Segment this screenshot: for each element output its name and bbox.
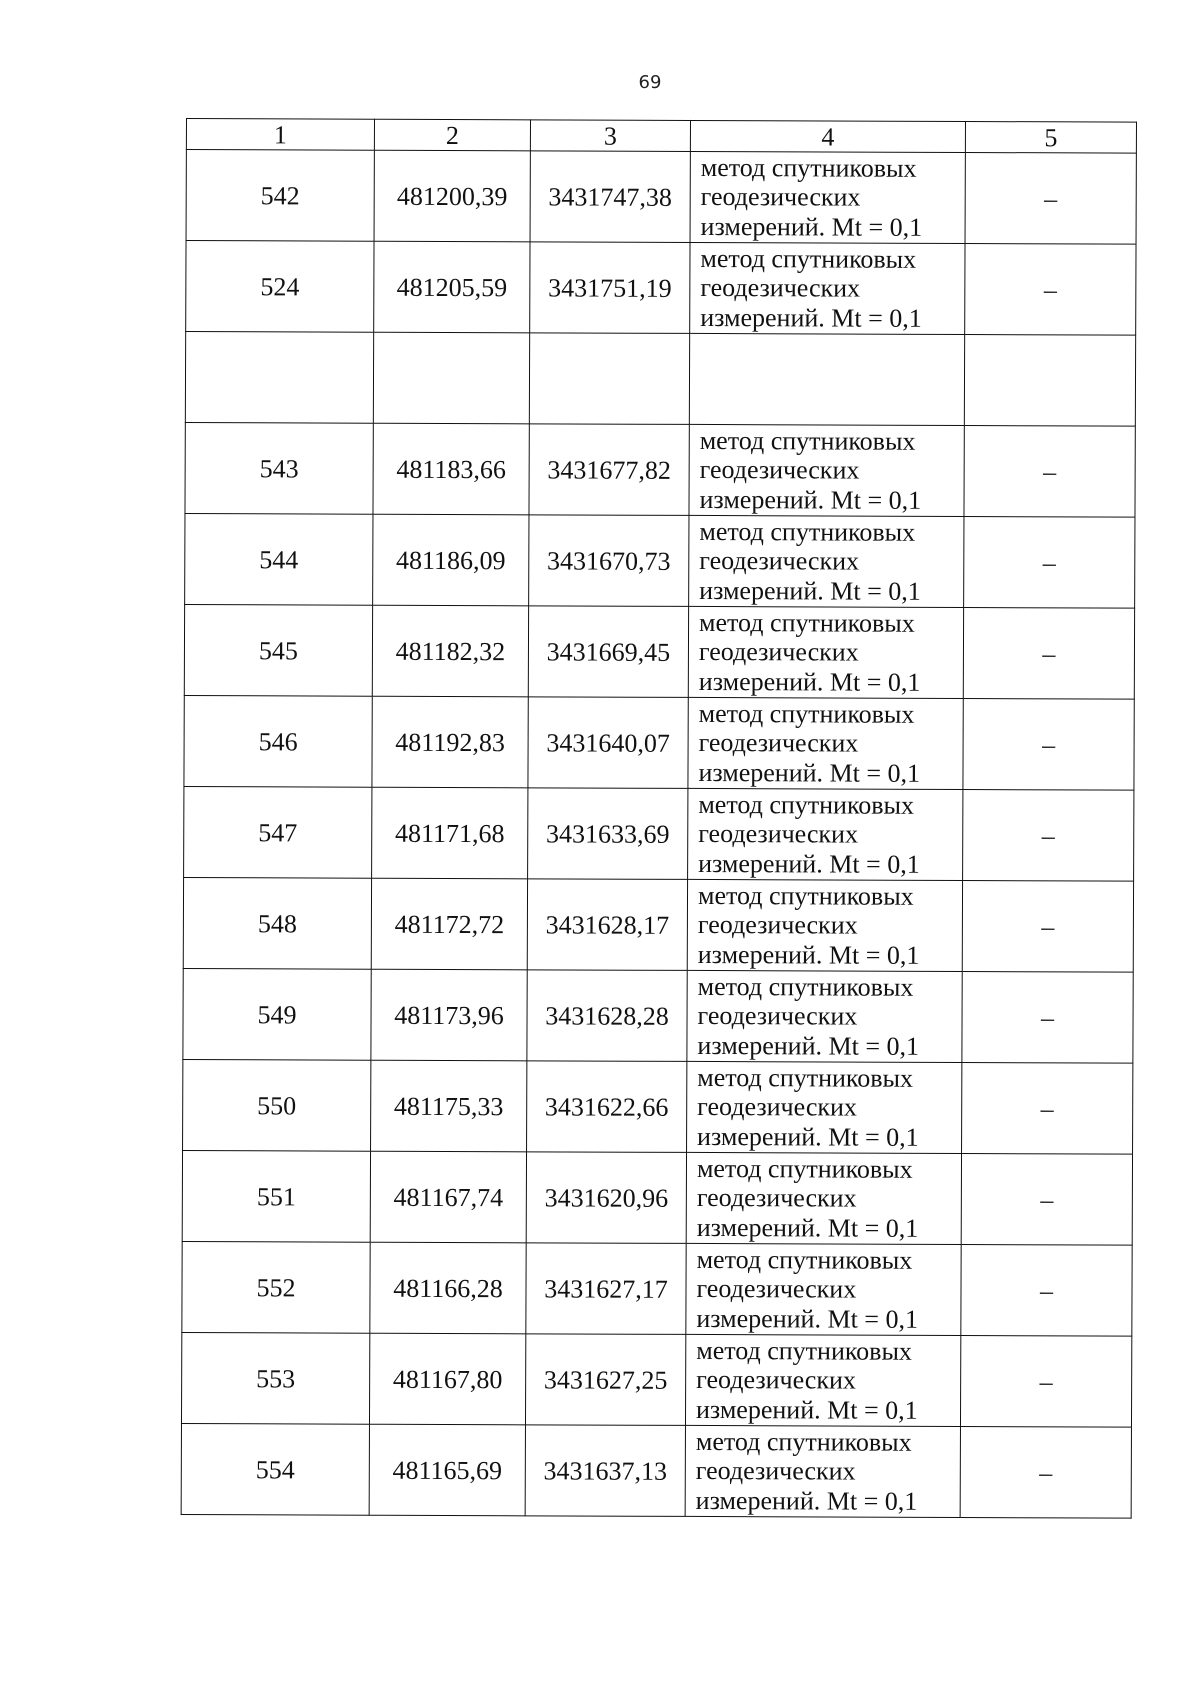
method-cell: метод спутниковых геодезических измерений. Mt = 0,1: [688, 788, 963, 880]
y-coordinate-cell: 3431669,45: [528, 606, 688, 698]
y-coordinate-cell: 3431628,17: [527, 879, 687, 971]
y-coordinate-cell: 3431627,17: [526, 1243, 686, 1335]
y-coordinate-cell: 3431637,13: [525, 1425, 685, 1517]
method-cell: метод спутниковых геодезических измерений. Mt = 0,1: [688, 697, 963, 789]
table-row: [181, 1423, 1131, 1518]
method-cell: метод спутниковых геодезических измерений. Mt = 0,1: [687, 879, 962, 971]
y-coordinate-cell: 3431633,69: [528, 788, 688, 880]
x-coordinate-cell: 481186,09: [373, 514, 529, 606]
point-number-cell: 547: [184, 786, 372, 878]
column-header-5: 5: [965, 121, 1136, 153]
column-header-2: 2: [374, 119, 530, 151]
note-cell: –: [962, 1062, 1133, 1154]
table-row: [184, 695, 1134, 790]
point-number-cell: 553: [181, 1332, 369, 1424]
method-cell: метод спутниковых геодезических измерений. Mt = 0,1: [688, 606, 963, 698]
x-coordinate-cell: 481182,32: [372, 605, 528, 697]
method-cell: метод спутниковых геодезических измерений. Mt = 0,1: [690, 242, 965, 334]
note-cell: –: [965, 152, 1136, 244]
note-cell: –: [960, 1426, 1131, 1518]
note-cell: –: [963, 607, 1134, 699]
method-cell: метод спутниковых геодезических измерений. Mt = 0,1: [686, 1152, 961, 1244]
x-coordinate-cell: 481200,39: [374, 150, 530, 242]
x-coordinate-cell: 481205,59: [374, 241, 530, 333]
table-row: [182, 1241, 1132, 1336]
note-cell: –: [965, 243, 1136, 335]
y-coordinate-cell: 3431620,96: [526, 1152, 686, 1244]
column-header-1: 1: [186, 119, 374, 151]
note-cell: –: [963, 789, 1134, 881]
x-coordinate-cell: 481172,72: [371, 878, 527, 970]
method-cell: метод спутниковых геодезических измерений. Mt = 0,1: [689, 515, 964, 607]
y-coordinate-cell: 3431677,82: [529, 424, 689, 516]
y-coordinate-cell: 3431627,25: [525, 1334, 685, 1426]
point-number-cell: 545: [184, 604, 372, 696]
point-number-cell: 548: [183, 877, 371, 969]
note-cell: –: [964, 516, 1135, 608]
table-row: [181, 1332, 1131, 1427]
point-number-cell: 550: [183, 1059, 371, 1151]
method-cell: метод спутниковых геодезических измерений. Mt = 0,1: [687, 970, 962, 1062]
note-cell: –: [960, 1335, 1131, 1427]
method-cell: метод спутниковых геодезических измерений. Mt = 0,1: [685, 1425, 960, 1517]
point-number-cell: 552: [182, 1241, 370, 1333]
table-row: [185, 422, 1135, 517]
point-number-cell: 543: [185, 422, 373, 514]
point-number-cell: 549: [183, 968, 371, 1060]
column-header-3: 3: [530, 120, 690, 152]
table-row: [186, 150, 1136, 245]
note-cell: –: [964, 425, 1135, 517]
note-cell: –: [961, 1153, 1132, 1245]
method-cell: метод спутниковых геодезических измерений. Mt = 0,1: [689, 424, 964, 516]
point-number-cell: 542: [186, 150, 374, 242]
method-cell: [689, 333, 964, 425]
table-row: [182, 1150, 1132, 1245]
point-number-cell: 544: [185, 513, 373, 605]
x-coordinate-cell: 481171,68: [372, 787, 528, 879]
table-row: [183, 968, 1133, 1063]
table-row: [185, 332, 1135, 427]
y-coordinate-cell: 3431747,38: [530, 151, 690, 243]
x-coordinate-cell: 481183,66: [373, 423, 529, 515]
y-coordinate-cell: 3431751,19: [530, 242, 690, 334]
page-number: 69: [638, 72, 662, 93]
y-coordinate-cell: 3431670,73: [529, 515, 689, 607]
point-number-cell: 551: [182, 1150, 370, 1242]
note-cell: –: [963, 698, 1134, 790]
header-row: [186, 119, 1136, 154]
x-coordinate-cell: [373, 332, 529, 424]
x-coordinate-cell: 481166,28: [370, 1242, 526, 1334]
point-number-cell: 546: [184, 695, 372, 787]
method-cell: метод спутниковых геодезических измерений. Mt = 0,1: [686, 1243, 961, 1335]
table-row: [184, 604, 1134, 699]
table-row: [184, 786, 1134, 881]
point-number-cell: 554: [181, 1423, 369, 1515]
point-number-cell: [185, 332, 373, 424]
method-cell: метод спутниковых геодезических измерений. Mt = 0,1: [690, 151, 965, 243]
column-header-4: 4: [690, 120, 965, 152]
x-coordinate-cell: 481173,96: [371, 969, 527, 1061]
coordinates-table: [181, 118, 1137, 1519]
y-coordinate-cell: 3431622,66: [527, 1061, 687, 1153]
y-coordinate-cell: 3431640,07: [528, 697, 688, 789]
y-coordinate-cell: 3431628,28: [527, 970, 687, 1062]
x-coordinate-cell: 481167,80: [369, 1333, 525, 1425]
coordinates-table-container: [181, 118, 1136, 1519]
table-row: [185, 513, 1135, 608]
x-coordinate-cell: 481167,74: [370, 1151, 526, 1243]
table-row: [183, 877, 1133, 972]
x-coordinate-cell: 481165,69: [369, 1424, 525, 1516]
x-coordinate-cell: 481175,33: [371, 1060, 527, 1152]
table-row: [183, 1059, 1133, 1154]
table-row: [186, 241, 1136, 336]
table-body: [181, 150, 1136, 1519]
note-cell: –: [962, 880, 1133, 972]
table-header: [186, 119, 1136, 154]
method-cell: метод спутниковых геодезических измерений. Mt = 0,1: [685, 1334, 960, 1426]
method-cell: метод спутниковых геодезических измерений. Mt = 0,1: [687, 1061, 962, 1153]
note-cell: [964, 334, 1135, 426]
note-cell: –: [962, 971, 1133, 1063]
y-coordinate-cell: [529, 333, 689, 425]
x-coordinate-cell: 481192,83: [372, 696, 528, 788]
point-number-cell: 524: [186, 241, 374, 333]
note-cell: –: [961, 1244, 1132, 1336]
